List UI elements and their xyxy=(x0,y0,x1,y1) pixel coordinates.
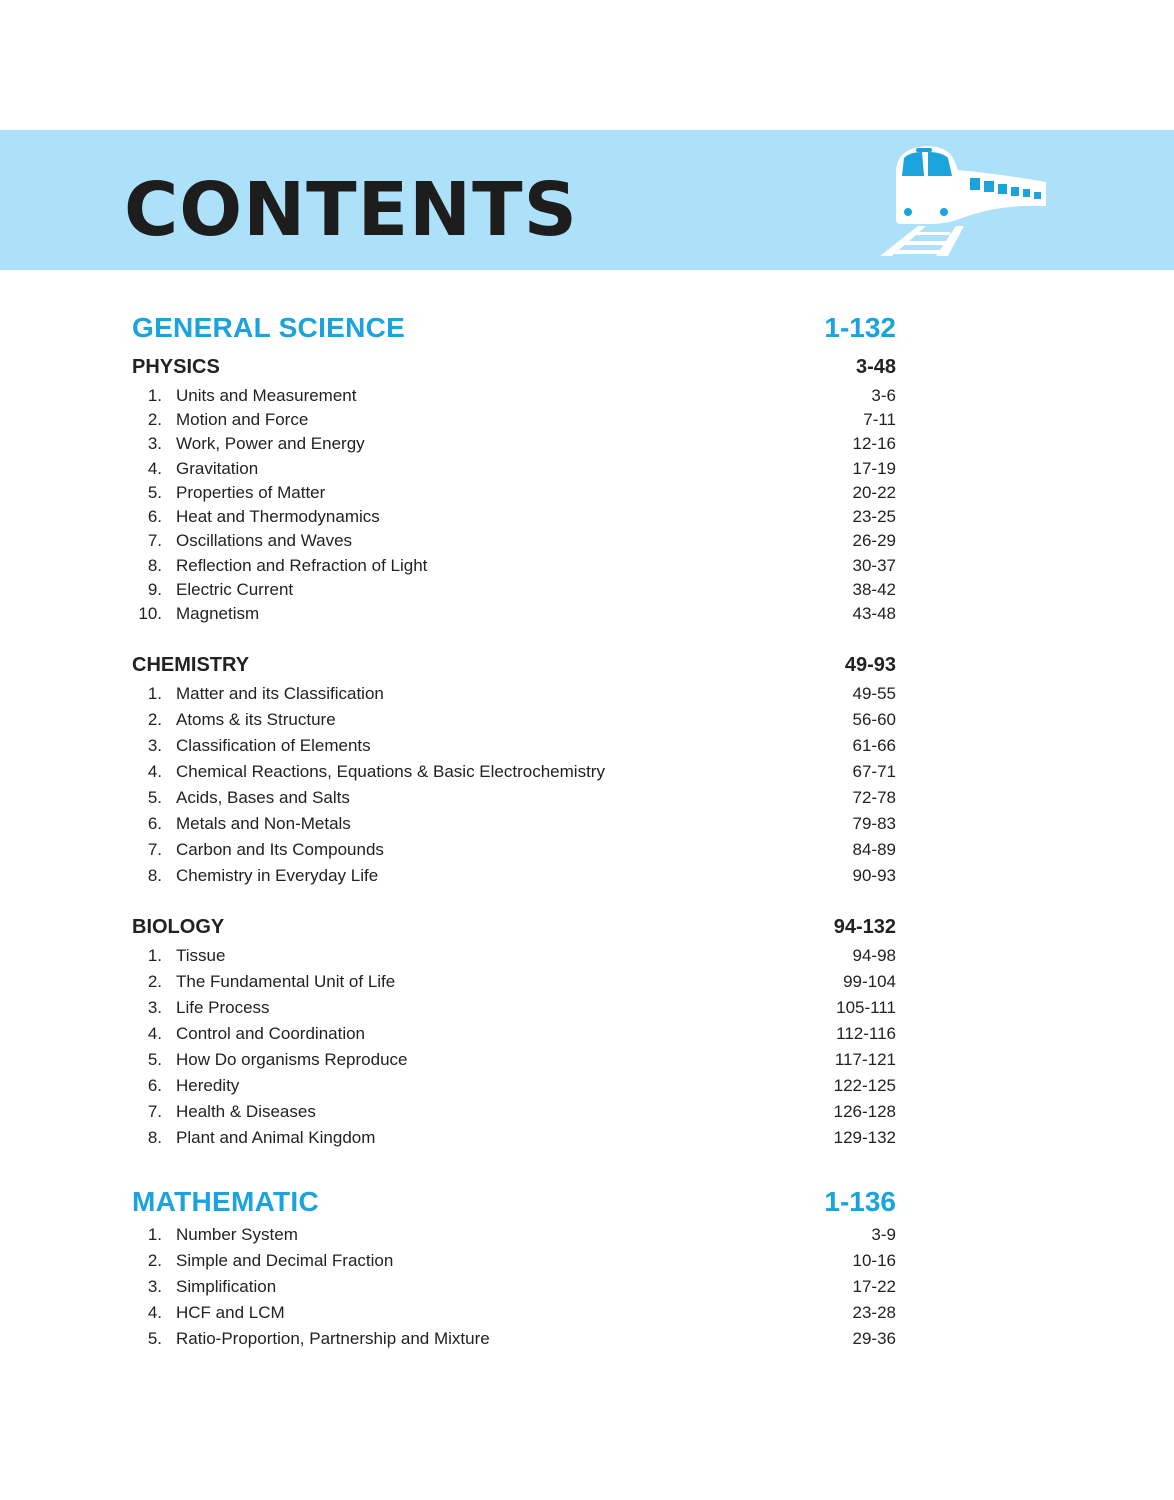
list-item xyxy=(0,971,1174,997)
section-general-science xyxy=(0,311,1174,343)
item-label: Ratio-Proportion, Partnership and Mixture xyxy=(176,1329,490,1348)
item-number: 1. xyxy=(147,684,162,703)
item-number: 3. xyxy=(147,998,162,1017)
subsection-range: 94-132 xyxy=(833,916,896,938)
item-number: 10. xyxy=(138,604,162,623)
item-label: Simplification xyxy=(176,1277,277,1296)
item-label: Number System xyxy=(176,1225,298,1244)
section-range: 1-136 xyxy=(824,1186,896,1217)
item-pages: 12-16 xyxy=(852,434,896,453)
item-number: 3. xyxy=(147,434,162,453)
item-pages: 23-25 xyxy=(852,507,896,526)
item-number: 8. xyxy=(147,866,162,885)
section-title: GENERAL SCIENCE xyxy=(132,312,406,343)
item-label: Chemistry in Everyday Life xyxy=(176,866,379,885)
item-pages: 38-42 xyxy=(852,580,896,599)
item-number: 4. xyxy=(147,459,162,478)
item-label: Reflection and Refraction of Light xyxy=(176,556,428,575)
item-number: 5. xyxy=(147,483,162,502)
list-item xyxy=(0,1276,1174,1302)
list-item xyxy=(0,1328,1174,1354)
item-number: 4. xyxy=(147,1303,162,1322)
item-number: 2. xyxy=(147,410,162,429)
item-pages: 129-132 xyxy=(833,1128,896,1147)
item-pages: 56-60 xyxy=(852,710,896,729)
list-item xyxy=(0,579,1174,605)
list-item xyxy=(0,603,1174,629)
list-item xyxy=(0,1023,1174,1049)
list-item xyxy=(0,683,1174,709)
item-label: Carbon and Its Compounds xyxy=(176,840,384,859)
item-pages: 17-19 xyxy=(852,459,896,478)
item-label: Gravitation xyxy=(176,459,259,478)
subsection-title: PHYSICS xyxy=(132,356,220,378)
item-label: Electric Current xyxy=(176,580,294,599)
item-number: 3. xyxy=(147,736,162,755)
item-number: 4. xyxy=(147,1024,162,1043)
list-item xyxy=(0,1075,1174,1101)
item-label: Oscillations and Waves xyxy=(176,531,353,550)
item-label: Health & Diseases xyxy=(176,1102,316,1121)
train-icon xyxy=(870,140,1060,264)
list-item xyxy=(0,385,1174,411)
item-label: Simple and Decimal Fraction xyxy=(176,1251,394,1270)
item-pages: 79-83 xyxy=(852,814,896,833)
item-number: 4. xyxy=(147,762,162,781)
item-label: Work, Power and Energy xyxy=(176,434,365,453)
item-pages: 49-55 xyxy=(852,684,896,703)
item-label: Heat and Thermodynamics xyxy=(176,507,380,526)
item-pages: 105-111 xyxy=(836,998,896,1017)
list-item xyxy=(0,709,1174,735)
list-item xyxy=(0,1224,1174,1250)
list-item xyxy=(0,1302,1174,1328)
item-pages: 72-78 xyxy=(852,788,896,807)
list-item xyxy=(0,555,1174,581)
list-item xyxy=(0,787,1174,813)
item-pages: 10-16 xyxy=(852,1251,896,1270)
item-label: Metals and Non-Metals xyxy=(176,814,351,833)
list-item xyxy=(0,865,1174,891)
item-number: 2. xyxy=(147,1251,162,1270)
list-item xyxy=(0,433,1174,459)
item-pages: 61-66 xyxy=(852,736,896,755)
item-pages: 67-71 xyxy=(852,762,896,781)
list-item xyxy=(0,409,1174,435)
item-label: Magnetism xyxy=(176,604,260,623)
item-number: 7. xyxy=(147,840,162,859)
item-number: 9. xyxy=(147,580,162,599)
item-label: Classification of Elements xyxy=(176,736,371,755)
item-number: 7. xyxy=(147,1102,162,1121)
item-pages: 99-104 xyxy=(843,972,896,991)
list-item xyxy=(0,1049,1174,1075)
item-number: 8. xyxy=(147,1128,162,1147)
item-pages: 84-89 xyxy=(852,840,896,859)
item-number: 7. xyxy=(147,531,162,550)
item-label: HCF and LCM xyxy=(176,1303,285,1322)
list-item xyxy=(0,735,1174,761)
item-number: 3. xyxy=(147,1277,162,1296)
subsection-title: BIOLOGY xyxy=(132,916,225,938)
item-pages: 30-37 xyxy=(852,556,896,575)
item-pages: 94-98 xyxy=(852,946,896,965)
item-pages: 117-121 xyxy=(834,1050,896,1069)
item-pages: 112-116 xyxy=(836,1024,896,1043)
item-pages: 26-29 xyxy=(852,531,896,550)
item-label: Life Process xyxy=(176,998,270,1017)
list-item xyxy=(0,839,1174,865)
item-number: 6. xyxy=(147,814,162,833)
item-pages: 3-9 xyxy=(871,1225,896,1244)
item-pages: 90-93 xyxy=(852,866,896,885)
section-range: 1-132 xyxy=(824,312,896,343)
item-number: 6. xyxy=(147,507,162,526)
list-item xyxy=(0,530,1174,556)
page-title: CONTENTS xyxy=(124,167,578,253)
item-label: Chemical Reactions, Equations & Basic Electrochemistry xyxy=(176,762,605,781)
item-number: 8. xyxy=(147,556,162,575)
item-label: Tissue xyxy=(176,946,226,965)
item-label: Properties of Matter xyxy=(176,483,326,502)
item-pages: 126-128 xyxy=(833,1102,896,1121)
list-item xyxy=(0,813,1174,839)
subsection-physics xyxy=(0,354,1174,380)
item-label: How Do organisms Reproduce xyxy=(176,1050,408,1069)
section-title: MATHEMATIC xyxy=(132,1186,320,1217)
subsection-biology xyxy=(0,914,1174,940)
list-item xyxy=(0,761,1174,787)
subsection-chemistry xyxy=(0,652,1174,678)
item-number: 1. xyxy=(147,386,162,405)
item-pages: 43-48 xyxy=(852,604,896,623)
list-item xyxy=(0,458,1174,484)
item-label: The Fundamental Unit of Life xyxy=(176,972,396,991)
item-number: 5. xyxy=(147,1329,162,1348)
list-item xyxy=(0,1127,1174,1153)
subsection-title: CHEMISTRY xyxy=(132,654,250,676)
item-pages: 3-6 xyxy=(871,386,896,405)
item-pages: 7-11 xyxy=(863,410,896,429)
list-item xyxy=(0,1101,1174,1127)
item-number: 5. xyxy=(147,788,162,807)
item-pages: 20-22 xyxy=(852,483,896,502)
item-pages: 29-36 xyxy=(852,1329,896,1348)
item-label: Atoms & its Structure xyxy=(176,710,336,729)
item-pages: 17-22 xyxy=(852,1277,896,1296)
item-number: 1. xyxy=(147,946,162,965)
item-label: Motion and Force xyxy=(176,410,309,429)
item-number: 6. xyxy=(147,1076,162,1095)
item-label: Plant and Animal Kingdom xyxy=(176,1128,376,1147)
item-label: Matter and its Classification xyxy=(176,684,384,703)
section-mathematic xyxy=(0,1185,1174,1217)
subsection-range: 3-48 xyxy=(855,356,896,378)
list-item xyxy=(0,506,1174,532)
list-item xyxy=(0,945,1174,971)
list-item xyxy=(0,997,1174,1023)
item-number: 5. xyxy=(147,1050,162,1069)
item-label: Units and Measurement xyxy=(176,386,357,405)
item-label: Acids, Bases and Salts xyxy=(176,788,350,807)
item-label: Control and Coordination xyxy=(176,1024,366,1043)
item-number: 2. xyxy=(147,710,162,729)
item-pages: 23-28 xyxy=(852,1303,896,1322)
subsection-range: 49-93 xyxy=(844,654,896,676)
item-number: 1. xyxy=(147,1225,162,1244)
item-label: Heredity xyxy=(176,1076,240,1095)
item-number: 2. xyxy=(147,972,162,991)
list-item xyxy=(0,482,1174,508)
list-item xyxy=(0,1250,1174,1276)
item-pages: 122-125 xyxy=(833,1076,896,1095)
